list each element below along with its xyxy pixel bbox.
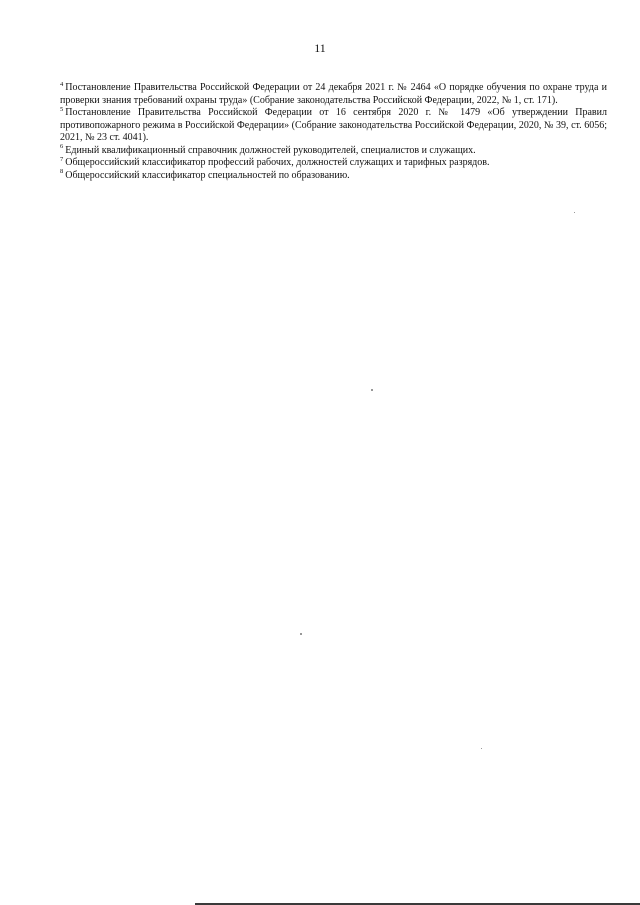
footnote-8 [60, 170, 607, 183]
footnote-marker: 5 [60, 105, 64, 113]
footnote-text: Общероссийский классификатор профессий рабочих, должностей служащих и тарифных разрядов. [65, 157, 490, 168]
footnote-4 [60, 82, 607, 107]
footnote-marker: 8 [60, 168, 64, 176]
footnote-text: Постановление Правительства Российской Федерации от 24 декабря 2021 г. № 2464 «О порядке обучения по охране труда и проверки знания требований охраны труда» (Собрание законодательства Российской Федерации, 2022, № 1, ст. 171). [60, 82, 607, 106]
footnote-7 [60, 157, 607, 170]
footnote-6 [60, 145, 607, 158]
footnote-5 [60, 107, 607, 145]
footnote-text: Общероссийский классификатор специальностей по образованию. [65, 169, 350, 181]
scan-speck [481, 748, 482, 749]
page-number: 11 [314, 41, 326, 55]
footnote-text: Постановление Правительства Российской Федерации от 16 сентября 2020 г. № 1479 «Об утверждении Правил противопожарного режима в Российской Федерации» (Собрание законодательства Российской Федерации, 2020, № 39, ст. 6056; 2021, № 23 ст. 4041). [60, 107, 607, 143]
footnote-text: Единый квалификационный справочник должностей руководителей, специалистов и служащих. [65, 144, 476, 156]
scan-speck [300, 633, 302, 635]
footnote-marker: 4 [60, 80, 64, 88]
scan-speck [371, 389, 373, 391]
scan-speck [574, 212, 575, 213]
footnotes-section [60, 82, 607, 182]
footnote-marker: 6 [60, 143, 64, 151]
footnote-marker: 7 [60, 155, 64, 163]
